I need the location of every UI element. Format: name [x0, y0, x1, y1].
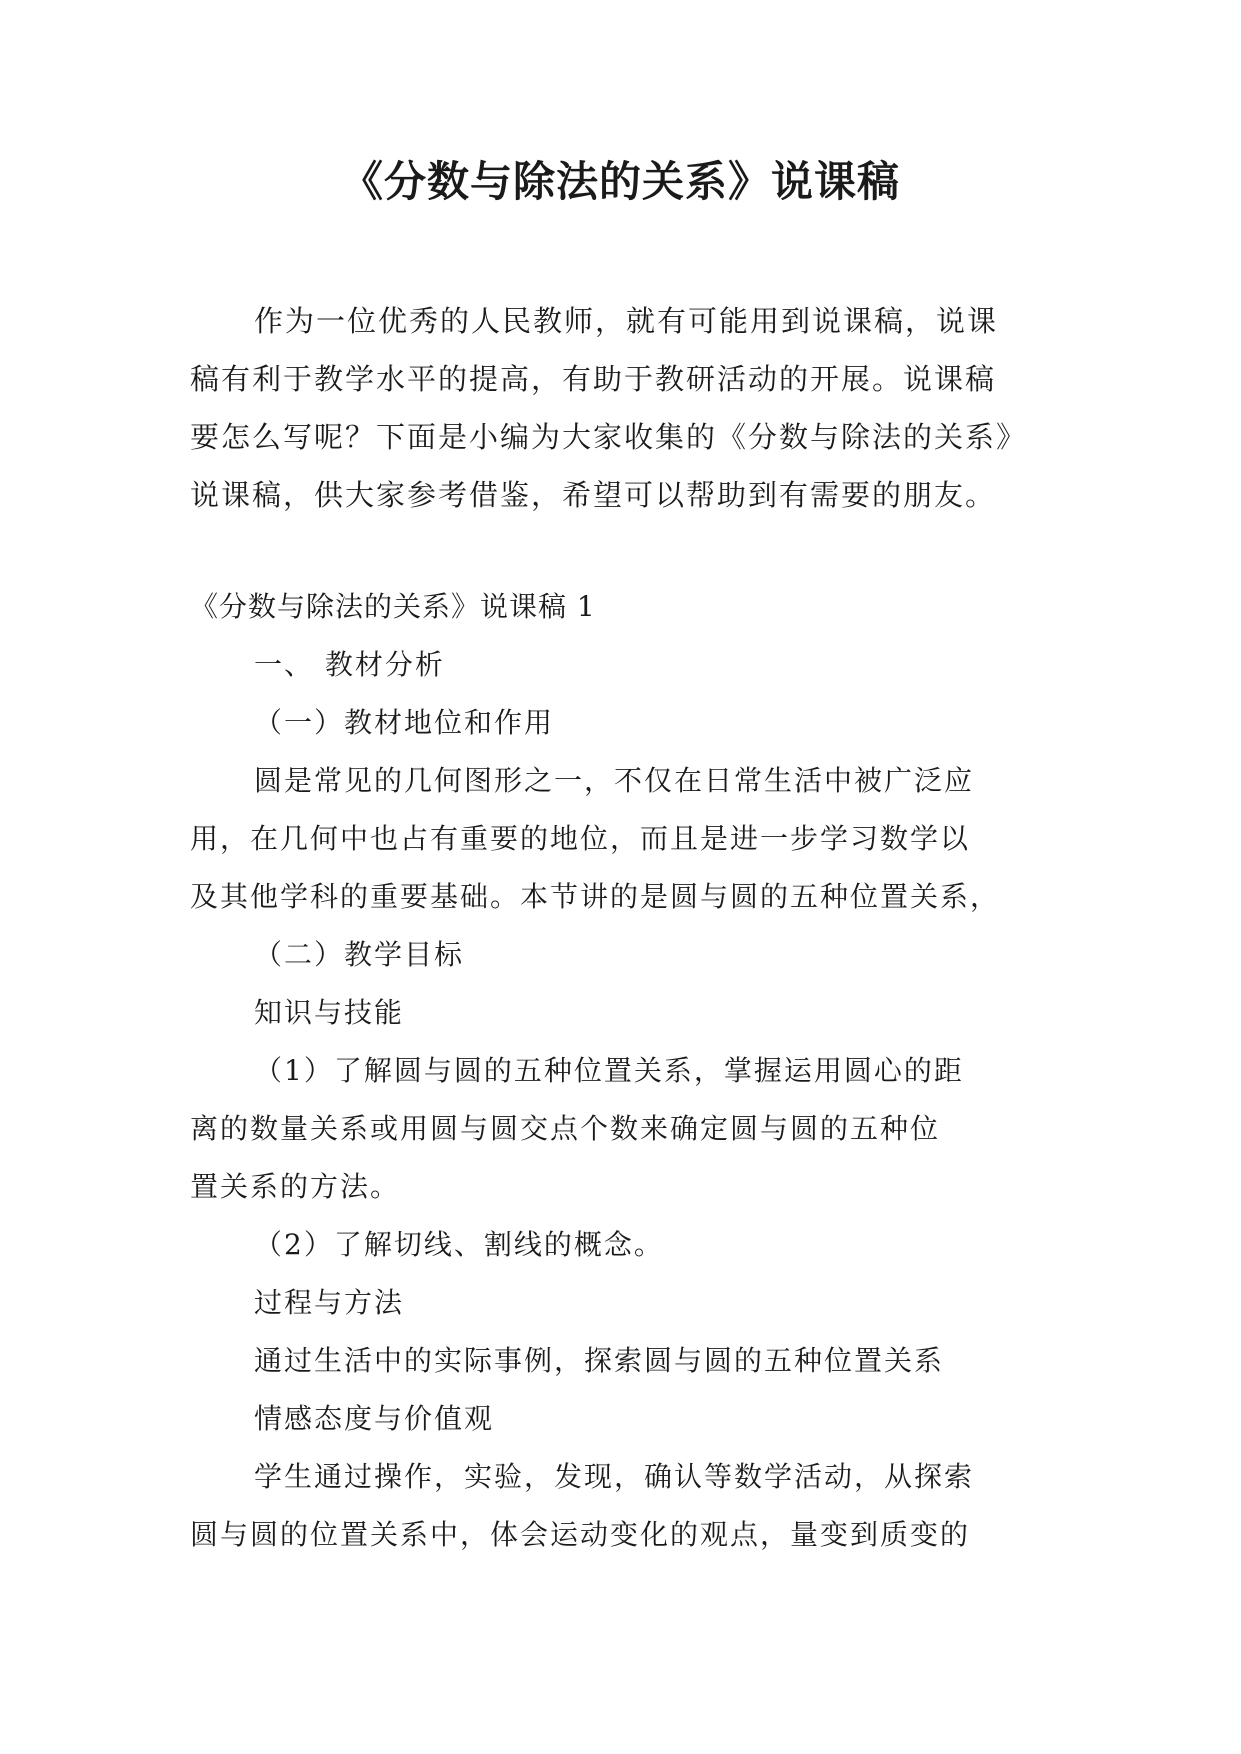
paragraph-line: 圆是常见的几何图形之一，不仅在日常生活中被广泛应	[254, 764, 975, 797]
subheading-position-role: （一）教材地位和作用	[254, 706, 555, 739]
lesson-section	[190, 578, 1060, 1564]
paragraph-line: 通过生活中的实际事例，探索圆与圆的五种位置关系	[254, 1344, 945, 1377]
paragraph-line: 圆与圆的位置关系中，体会运动变化的观点，量变到质变的	[190, 1518, 971, 1551]
subheading-teaching-goals: （二）教学目标	[254, 938, 465, 971]
intro-line: 作为一位优秀的人民教师，就有可能用到说课稿，说课	[254, 304, 999, 338]
document-title: 《分数与除法的关系》说课稿	[340, 157, 900, 206]
paragraph-line: 及其他学科的重要基础。本节讲的是圆与圆的五种位置关系，	[190, 880, 1001, 913]
paragraph-line: （1）了解圆与圆的五种位置关系，掌握运用圆心的距	[254, 1054, 964, 1087]
heading-textbook-analysis: 一、 教材分析	[254, 648, 445, 681]
intro-paragraph	[190, 292, 1060, 524]
paragraph-line: 学生通过操作，实验，发现，确认等数学活动，从探索	[254, 1460, 975, 1493]
heading-knowledge-skills: 知识与技能	[254, 996, 405, 1029]
paragraph-line: （2）了解切线、割线的概念。	[254, 1228, 664, 1261]
heading-attitude-values: 情感态度与价值观	[254, 1402, 495, 1435]
heading-process-method: 过程与方法	[254, 1286, 405, 1319]
intro-line: 说课稿，供大家参考借鉴，希望可以帮助到有需要的朋友。	[190, 478, 997, 512]
paragraph-line: 置关系的方法。	[190, 1170, 401, 1203]
paragraph-line: 用，在几何中也占有重要的地位，而且是进一步学习数学以	[190, 822, 971, 855]
section-title: 《分数与除法的关系》说课稿 1	[190, 590, 596, 623]
paragraph-line: 离的数量关系或用圆与圆交点个数来确定圆与圆的五种位	[190, 1112, 941, 1145]
intro-line: 稿有利于教学水平的提高，有助于教研活动的开展。说课稿	[190, 362, 997, 396]
intro-line: 要怎么写呢？下面是小编为大家收集的《分数与除法的关系》	[190, 420, 1028, 454]
